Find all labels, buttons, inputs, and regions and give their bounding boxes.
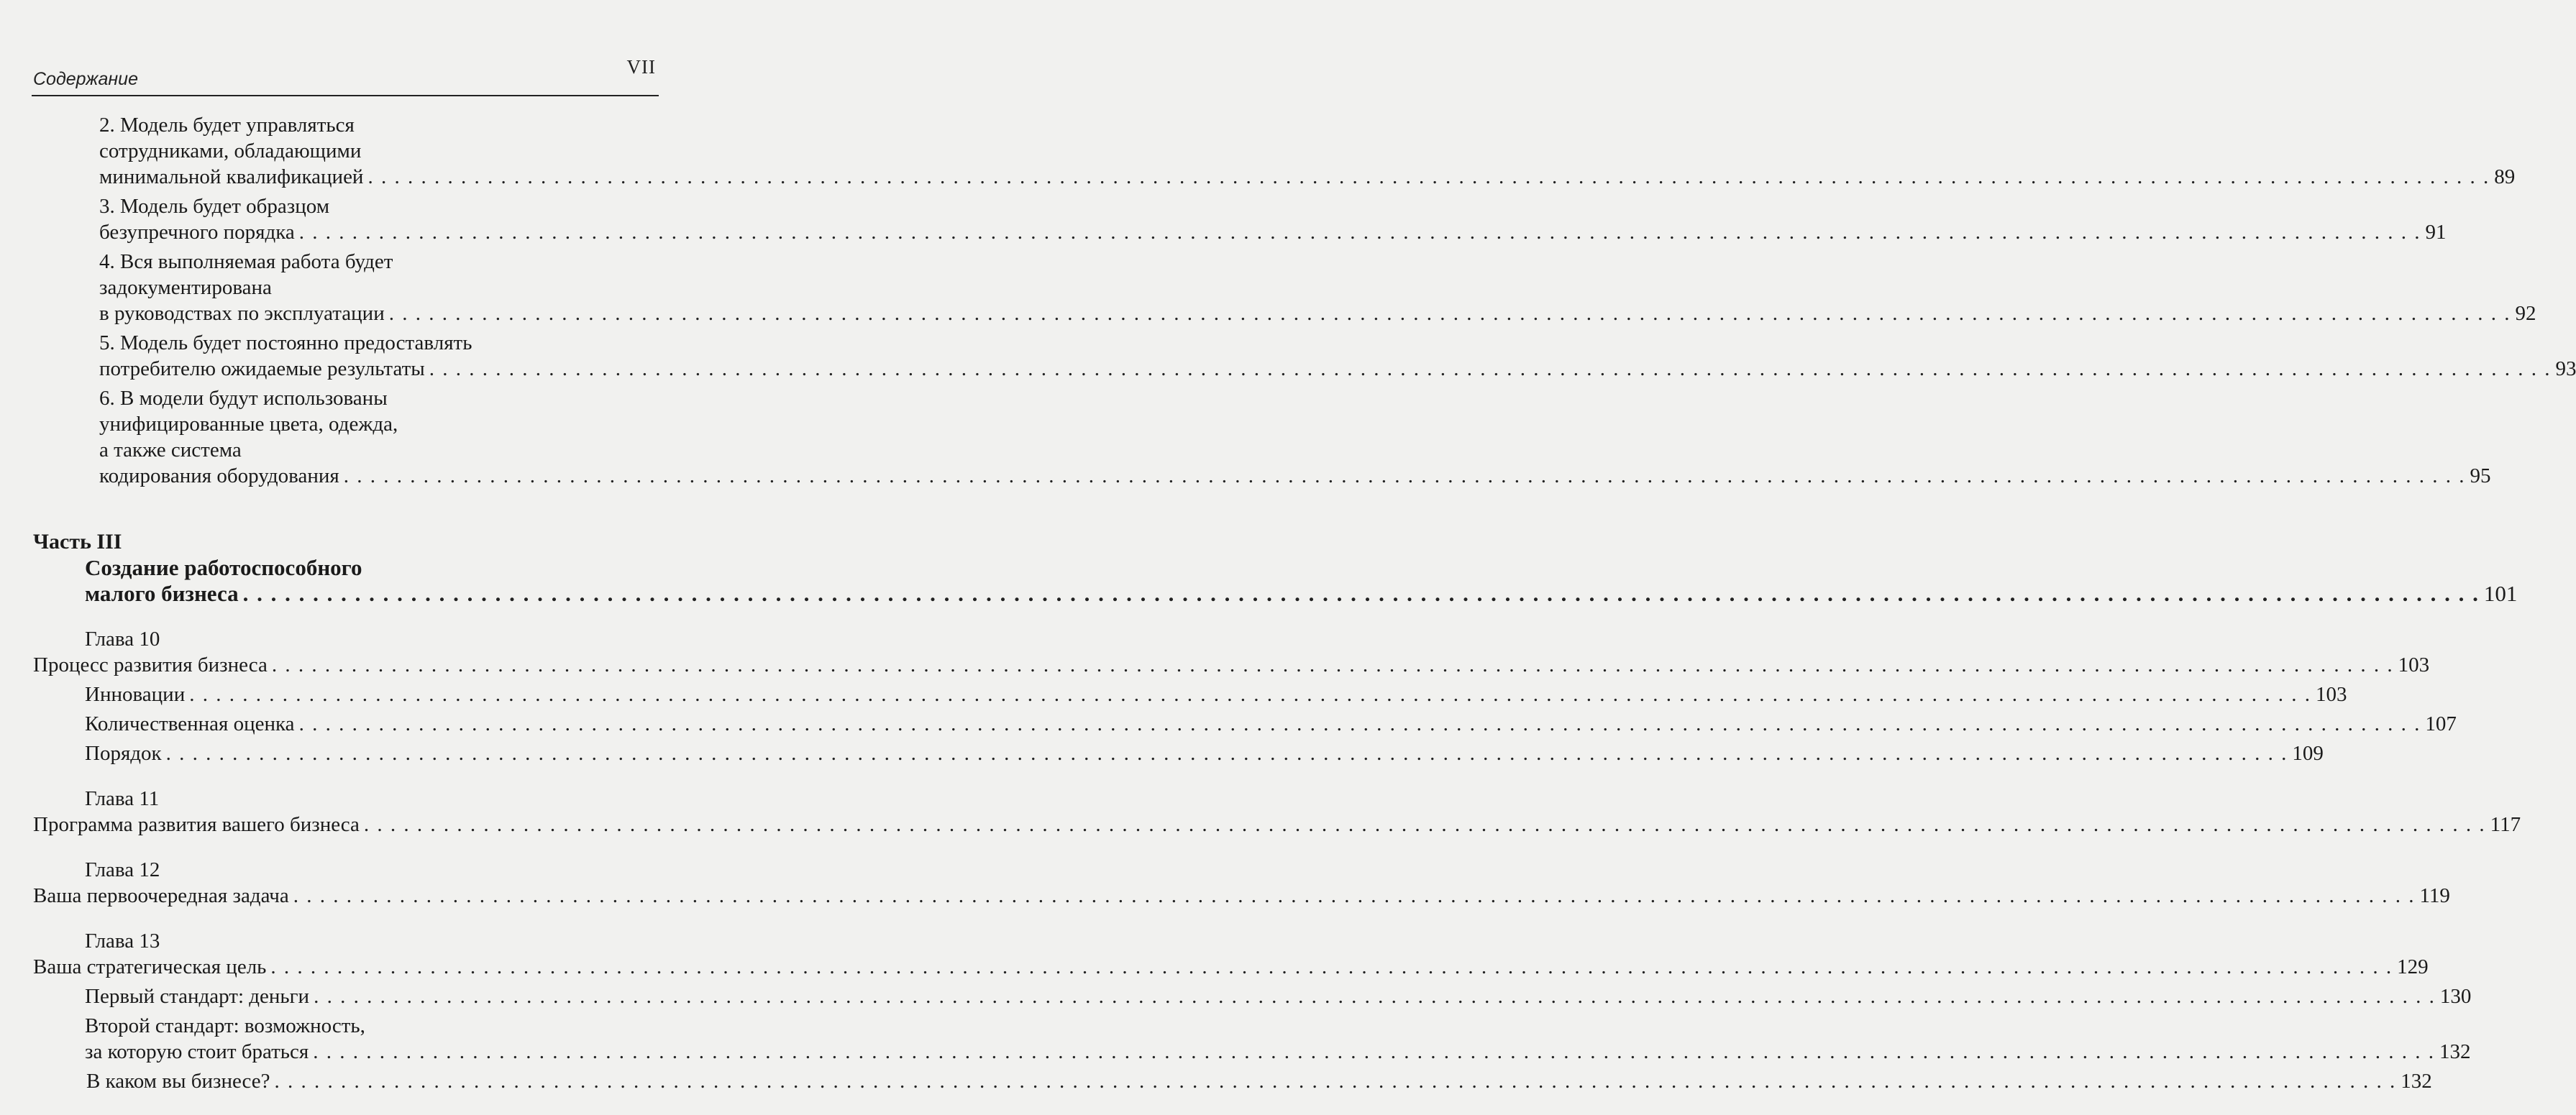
toc-entry-text: в руководствах по эксплуатации	[99, 302, 385, 325]
chapter-title-entry	[33, 812, 2521, 838]
dot-leader: . . . . . . . . . . . . . . . . . . . . . . . . . . . . . . . . . . . . . . . . . . . . . . . . . . . . . . . . . . . . . . . . . . . . . . . . . . . . . . . . . . . . . . . . . . . . . . . . . . . . . . . . . . . . . . . . . . . . . . . . . . . . . . . . . . . . . . . . . . . . . . . . . . . . . . . . . . . . . . . .	[388, 302, 2511, 325]
section-title: Содержание	[33, 69, 138, 89]
toc-leader-line	[99, 463, 2491, 489]
toc-page-number: 103	[2398, 653, 2430, 676]
toc-entry-line: задокументирована	[99, 276, 272, 299]
chapter-12-block	[33, 857, 2450, 909]
part-label: Часть III	[33, 530, 122, 554]
toc-leader-line	[85, 1039, 2471, 1065]
toc-leader-line	[86, 1068, 2432, 1094]
toc-page-number: 129	[2397, 955, 2429, 978]
running-head	[32, 52, 659, 96]
toc-entry-line: 5. Модель будет постоянно предоставлять	[99, 331, 472, 354]
chapter-label: Глава 10	[85, 628, 160, 651]
dot-leader: . . . . . . . . . . . . . . . . . . . . . . . . . . . . . . . . . . . . . . . . . . . . . . . . . . . . . . . . . . . . . . . . . . . . . . . . . . . . . . . . . . . . . . . . . . . . . . . . . . . . . . . . . . . . . . . . . . . . . . . . . . . . . . . . . . . . . . . . . . . . . . . . . . . . . . . . . . . . . . . .	[363, 813, 2486, 836]
chapter-9-items	[33, 112, 2576, 489]
toc-subentry	[33, 740, 2324, 766]
toc-entry-text: Инновации	[85, 683, 186, 706]
toc-leader-line	[99, 356, 2576, 382]
toc-leader-line	[99, 164, 2516, 190]
chapter-title-entry	[33, 954, 2429, 980]
dot-leader: . . . . . . . . . . . . . . . . . . . . . . . . . . . . . . . . . . . . . . . . . . . . . . . . . . . . . . . . . . . . . . . . . . . . . . . . . . . . . . . . . . . . . . . . . . . . . . . . . . . . . . . . . . . . . . . . . . . . . . . . . . . . . . . . . . . . . . . . . . . . . . . . . . . . . . . . . . . . . . . .	[270, 955, 2393, 978]
chapter-label: Глава 12	[85, 858, 160, 881]
toc-page-number: 132	[2401, 1070, 2432, 1093]
toc-leader-line	[85, 711, 2457, 737]
toc-entry-text: В каком вы бизнесе?	[86, 1070, 270, 1093]
table-of-contents	[33, 112, 2576, 1094]
part-3-block	[33, 529, 2518, 607]
toc-page-number: 107	[2425, 712, 2457, 735]
toc-page-number: 95	[2470, 464, 2491, 487]
chapter-10-items	[33, 682, 2457, 766]
toc-entry-text: Первый стандарт: деньги	[85, 985, 310, 1008]
toc-page-number: 103	[2315, 683, 2347, 706]
toc-leader-line	[99, 300, 2536, 326]
toc-leader-line	[33, 652, 2430, 678]
toc-subentry	[33, 112, 2516, 190]
toc-subentry	[33, 983, 2472, 1009]
toc-entry-line: 4. Вся выполняемая работа будет	[99, 250, 393, 273]
dot-leader: . . . . . . . . . . . . . . . . . . . . . . . . . . . . . . . . . . . . . . . . . . . . . . . . . . . . . . . . . . . . . . . . . . . . . . . . . . . . . . . . . . . . . . . . . . . . . . . . . . . . . . . . . . . . . . . . . . . . . . . . . . . . . . . . . . . . . . . . . . . . . . . . . . . . . . . . . . . . . . . .	[189, 683, 2311, 706]
dot-leader: . . . . . . . . . . . . . . . . . . . . . . . . . . . . . . . . . . . . . . . . . . . . . . . . . . . . . . . . . . . . . . . . . . . . . . . . . . . . . . . . . . . . . . . . . . . . . . . . . . . . . . . . . . . . . . . . . . . . . . . . . . . . . . . . . . . . . . . . . . . . . . . . . . . . . . . . . . . . . . . .	[242, 581, 2480, 606]
dot-leader: . . . . . . . . . . . . . . . . . . . . . . . . . . . . . . . . . . . . . . . . . . . . . . . . . . . . . . . . . . . . . . . . . . . . . . . . . . . . . . . . . . . . . . . . . . . . . . . . . . . . . . . . . . . . . . . . . . . . . . . . . . . . . . . . . . . . . . . . . . . . . . . . . . . . . . . . . . . . . . . .	[271, 653, 2394, 676]
toc-page-number: 92	[2515, 302, 2536, 325]
toc-entry-text: безупречного порядка	[99, 221, 295, 244]
dot-leader: . . . . . . . . . . . . . . . . . . . . . . . . . . . . . . . . . . . . . . . . . . . . . . . . . . . . . . . . . . . . . . . . . . . . . . . . . . . . . . . . . . . . . . . . . . . . . . . . . . . . . . . . . . . . . . . . . . . . . . . . . . . . . . . . . . . . . . . . . . . . . . . . . . . . . . . . . . . . . . . .	[274, 1070, 2397, 1093]
toc-page-number: 93	[2555, 357, 2576, 380]
toc-subentry	[33, 193, 2447, 245]
toc-page-number: 91	[2425, 221, 2447, 244]
toc-entry-line: 2. Модель будет управляться	[99, 114, 355, 137]
toc-entry-line: унифицированные цвета, одежда,	[99, 413, 398, 436]
chapter-title: Ваша первоочередная задача	[33, 884, 289, 907]
toc-subentry	[33, 385, 2491, 489]
toc-entry-text: Количественная оценка	[85, 712, 295, 735]
toc-page-number: 117	[2490, 813, 2521, 836]
toc-leader-line	[33, 954, 2429, 980]
chapter-10-block	[33, 626, 2457, 766]
part-title-line: Создание работоспособного	[85, 555, 362, 580]
toc-subentry	[33, 711, 2457, 737]
toc-subentry	[33, 330, 2576, 382]
part-title-line: малого бизнеса	[85, 581, 239, 606]
dot-leader: . . . . . . . . . . . . . . . . . . . . . . . . . . . . . . . . . . . . . . . . . . . . . . . . . . . . . . . . . . . . . . . . . . . . . . . . . . . . . . . . . . . . . . . . . . . . . . . . . . . . . . . . . . . . . . . . . . . . . . . . . . . . . . . . . . . . . . . . . . . . . . . . . . . . . . . . . . . . . . . .	[314, 985, 2436, 1008]
dot-leader: . . . . . . . . . . . . . . . . . . . . . . . . . . . . . . . . . . . . . . . . . . . . . . . . . . . . . . . . . . . . . . . . . . . . . . . . . . . . . . . . . . . . . . . . . . . . . . . . . . . . . . . . . . . . . . . . . . . . . . . . . . . . . . . . . . . . . . . . . . . . . . . . . . . . . . . . . . . . . . . .	[298, 221, 2421, 244]
toc-subentry	[33, 1013, 2471, 1065]
toc-leader-line	[85, 740, 2324, 766]
toc-leader-line	[85, 581, 2518, 607]
toc-leader-line	[85, 983, 2472, 1009]
toc-page-number: 130	[2439, 985, 2472, 1008]
toc-entry-line: а также система	[99, 439, 242, 462]
toc-entry-text: за которую стоит браться	[85, 1040, 309, 1063]
toc-page-number: 89	[2494, 165, 2516, 188]
chapter-13-block	[33, 928, 2472, 1094]
toc-entry-line: 3. Модель будет образцом	[99, 195, 330, 218]
toc-entry-line: сотрудниками, обладающими	[99, 139, 362, 162]
toc-page-number: 119	[2419, 884, 2450, 907]
toc-leader-line	[99, 219, 2447, 245]
toc-subentry	[33, 682, 2347, 707]
dot-leader: . . . . . . . . . . . . . . . . . . . . . . . . . . . . . . . . . . . . . . . . . . . . . . . . . . . . . . . . . . . . . . . . . . . . . . . . . . . . . . . . . . . . . . . . . . . . . . . . . . . . . . . . . . . . . . . . . . . . . . . . . . . . . . . . . . . . . . . . . . . . . . . . . . . . . . . . . . . . . . . .	[293, 884, 2416, 907]
toc-subentry	[33, 249, 2536, 326]
dot-leader: . . . . . . . . . . . . . . . . . . . . . . . . . . . . . . . . . . . . . . . . . . . . . . . . . . . . . . . . . . . . . . . . . . . . . . . . . . . . . . . . . . . . . . . . . . . . . . . . . . . . . . . . . . . . . . . . . . . . . . . . . . . . . . . . . . . . . . . . . . . . . . . . . . . . . . . . . . . . . . . .	[367, 165, 2490, 188]
chapter-title: Процесс развития бизнеса	[33, 653, 268, 676]
chapter-11-block	[33, 786, 2521, 838]
part-title	[33, 555, 2518, 607]
dot-leader: . . . . . . . . . . . . . . . . . . . . . . . . . . . . . . . . . . . . . . . . . . . . . . . . . . . . . . . . . . . . . . . . . . . . . . . . . . . . . . . . . . . . . . . . . . . . . . . . . . . . . . . . . . . . . . . . . . . . . . . . . . . . . . . . . . . . . . . . . . . . . . . . . . . . . . . . . . . . . . . .	[429, 357, 2552, 380]
dot-leader: . . . . . . . . . . . . . . . . . . . . . . . . . . . . . . . . . . . . . . . . . . . . . . . . . . . . . . . . . . . . . . . . . . . . . . . . . . . . . . . . . . . . . . . . . . . . . . . . . . . . . . . . . . . . . . . . . . . . . . . . . . . . . . . . . . . . . . . . . . . . . . . . . . . . . . . . . . . . . . . .	[343, 464, 2466, 487]
toc-entry-text: потребителю ожидаемые результаты	[99, 357, 425, 380]
page-number: VII	[626, 56, 656, 78]
toc-entry-line: 6. В модели будут использованы	[99, 387, 388, 410]
toc-page-number: 109	[2292, 742, 2324, 765]
chapter-title-entry	[33, 883, 2450, 909]
toc-page-number: 101	[2483, 581, 2518, 606]
toc-leader-line	[33, 883, 2450, 909]
toc-leader-line	[85, 682, 2347, 707]
chapter-label: Глава 13	[85, 930, 160, 953]
toc-entry-text: минимальной квалификацией	[99, 165, 364, 188]
dot-leader: . . . . . . . . . . . . . . . . . . . . . . . . . . . . . . . . . . . . . . . . . . . . . . . . . . . . . . . . . . . . . . . . . . . . . . . . . . . . . . . . . . . . . . . . . . . . . . . . . . . . . . . . . . . . . . . . . . . . . . . . . . . . . . . . . . . . . . . . . . . . . . . . . . . . . . . . . . . . . . . .	[165, 742, 2288, 765]
chapter-title: Ваша стратегическая цель	[33, 955, 267, 978]
toc-entry-text: кодирования оборудования	[99, 464, 339, 487]
toc-subentry	[33, 1068, 2432, 1094]
dot-leader: . . . . . . . . . . . . . . . . . . . . . . . . . . . . . . . . . . . . . . . . . . . . . . . . . . . . . . . . . . . . . . . . . . . . . . . . . . . . . . . . . . . . . . . . . . . . . . . . . . . . . . . . . . . . . . . . . . . . . . . . . . . . . . . . . . . . . . . . . . . . . . . . . . . . . . . . . . . . . . . .	[313, 1040, 2435, 1063]
dot-leader: . . . . . . . . . . . . . . . . . . . . . . . . . . . . . . . . . . . . . . . . . . . . . . . . . . . . . . . . . . . . . . . . . . . . . . . . . . . . . . . . . . . . . . . . . . . . . . . . . . . . . . . . . . . . . . . . . . . . . . . . . . . . . . . . . . . . . . . . . . . . . . . . . . . . . . . . . . . . . . . .	[298, 712, 2421, 735]
toc-page-number: 132	[2439, 1040, 2471, 1063]
toc-leader-line	[33, 812, 2521, 838]
chapter-title-entry	[33, 652, 2430, 678]
toc-entry-line: Второй стандарт: возможность,	[85, 1014, 365, 1037]
chapter-title: Программа развития вашего бизнеса	[33, 813, 360, 836]
toc-entry-text: Порядок	[85, 742, 162, 765]
chapter-label: Глава 11	[85, 787, 160, 810]
